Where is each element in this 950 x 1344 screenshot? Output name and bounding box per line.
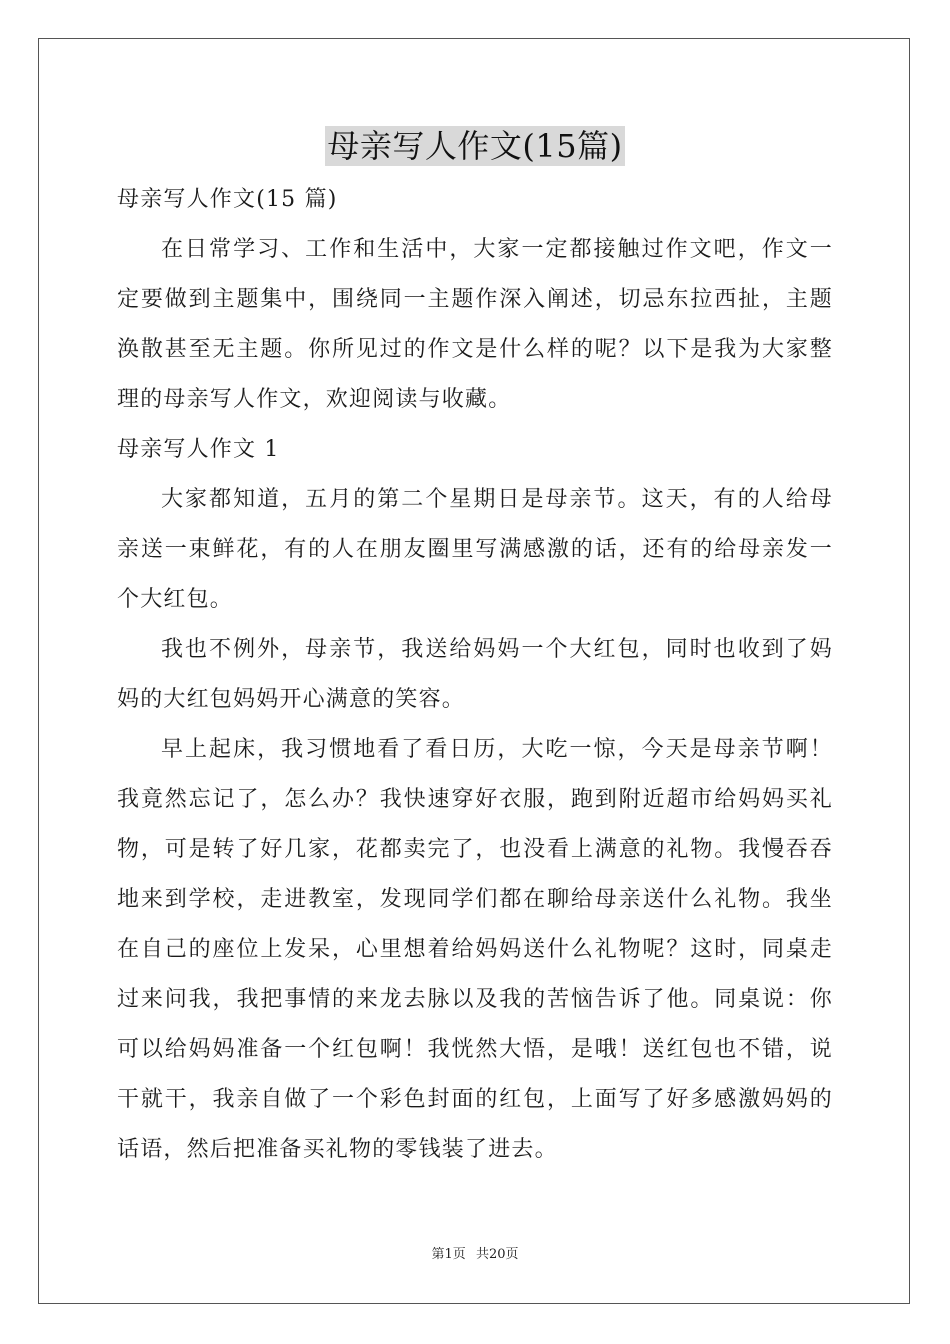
body-paragraph: 我也不例外，母亲节，我送给妈妈一个大红包，同时也收到了妈妈的大红包妈妈开心满意的笑容。 <box>117 637 833 712</box>
document-title: 母亲写人作文(15篇) <box>327 127 623 165</box>
section-heading: 母亲写人作文 1 <box>117 437 280 462</box>
intro-paragraph: 在日常学习、工作和生活中，大家一定都接触过作文吧，作文一定要做到主题集中，围绕同一主题作深入阐述，切忌东拉西扯，主题涣散甚至无主题。你所见过的作文是什么样的呢？以下是我为大家整理的母亲写人作文，欢迎阅读与收藏。 <box>117 237 833 412</box>
title-container <box>0 126 950 166</box>
page-total: 共20页 <box>475 1247 519 1262</box>
body-paragraph: 大家都知道，五月的第二个星期日是母亲节。这天，有的人给母亲送一束鲜花，有的人在朋友圈里写满感激的话，还有的给母亲发一个大红包。 <box>117 487 833 612</box>
body-paragraph: 早上起床，我习惯地看了看日历，大吃一惊，今天是母亲节啊！我竟然忘记了，怎么办？我快速穿好衣服，跑到附近超市给妈妈买礼物，可是转了好几家，花都卖完了，也没看上满意的礼物。我慢吞吞地来到学校，走进教室，发现同学们都在聊给母亲送什么礼物。我坐在自己的座位上发呆，心里想着给妈妈送什么礼物呢？这时，同桌走过来问我，我把事情的来龙去脉以及我的苦恼告诉了他。同桌说：你可以给妈妈准备一个红包啊！我恍然大悟，是哦！送红包也不错，说干就干，我亲自做了一个彩色封面的红包，上面写了好多感激妈妈的话语，然后把准备买礼物的零钱装了进去。 <box>117 737 833 1162</box>
page-number: 第1页 <box>431 1247 466 1262</box>
document-body <box>117 175 833 1175</box>
subtitle: 母亲写人作文(15 篇) <box>117 187 338 212</box>
page-footer <box>0 1246 950 1264</box>
